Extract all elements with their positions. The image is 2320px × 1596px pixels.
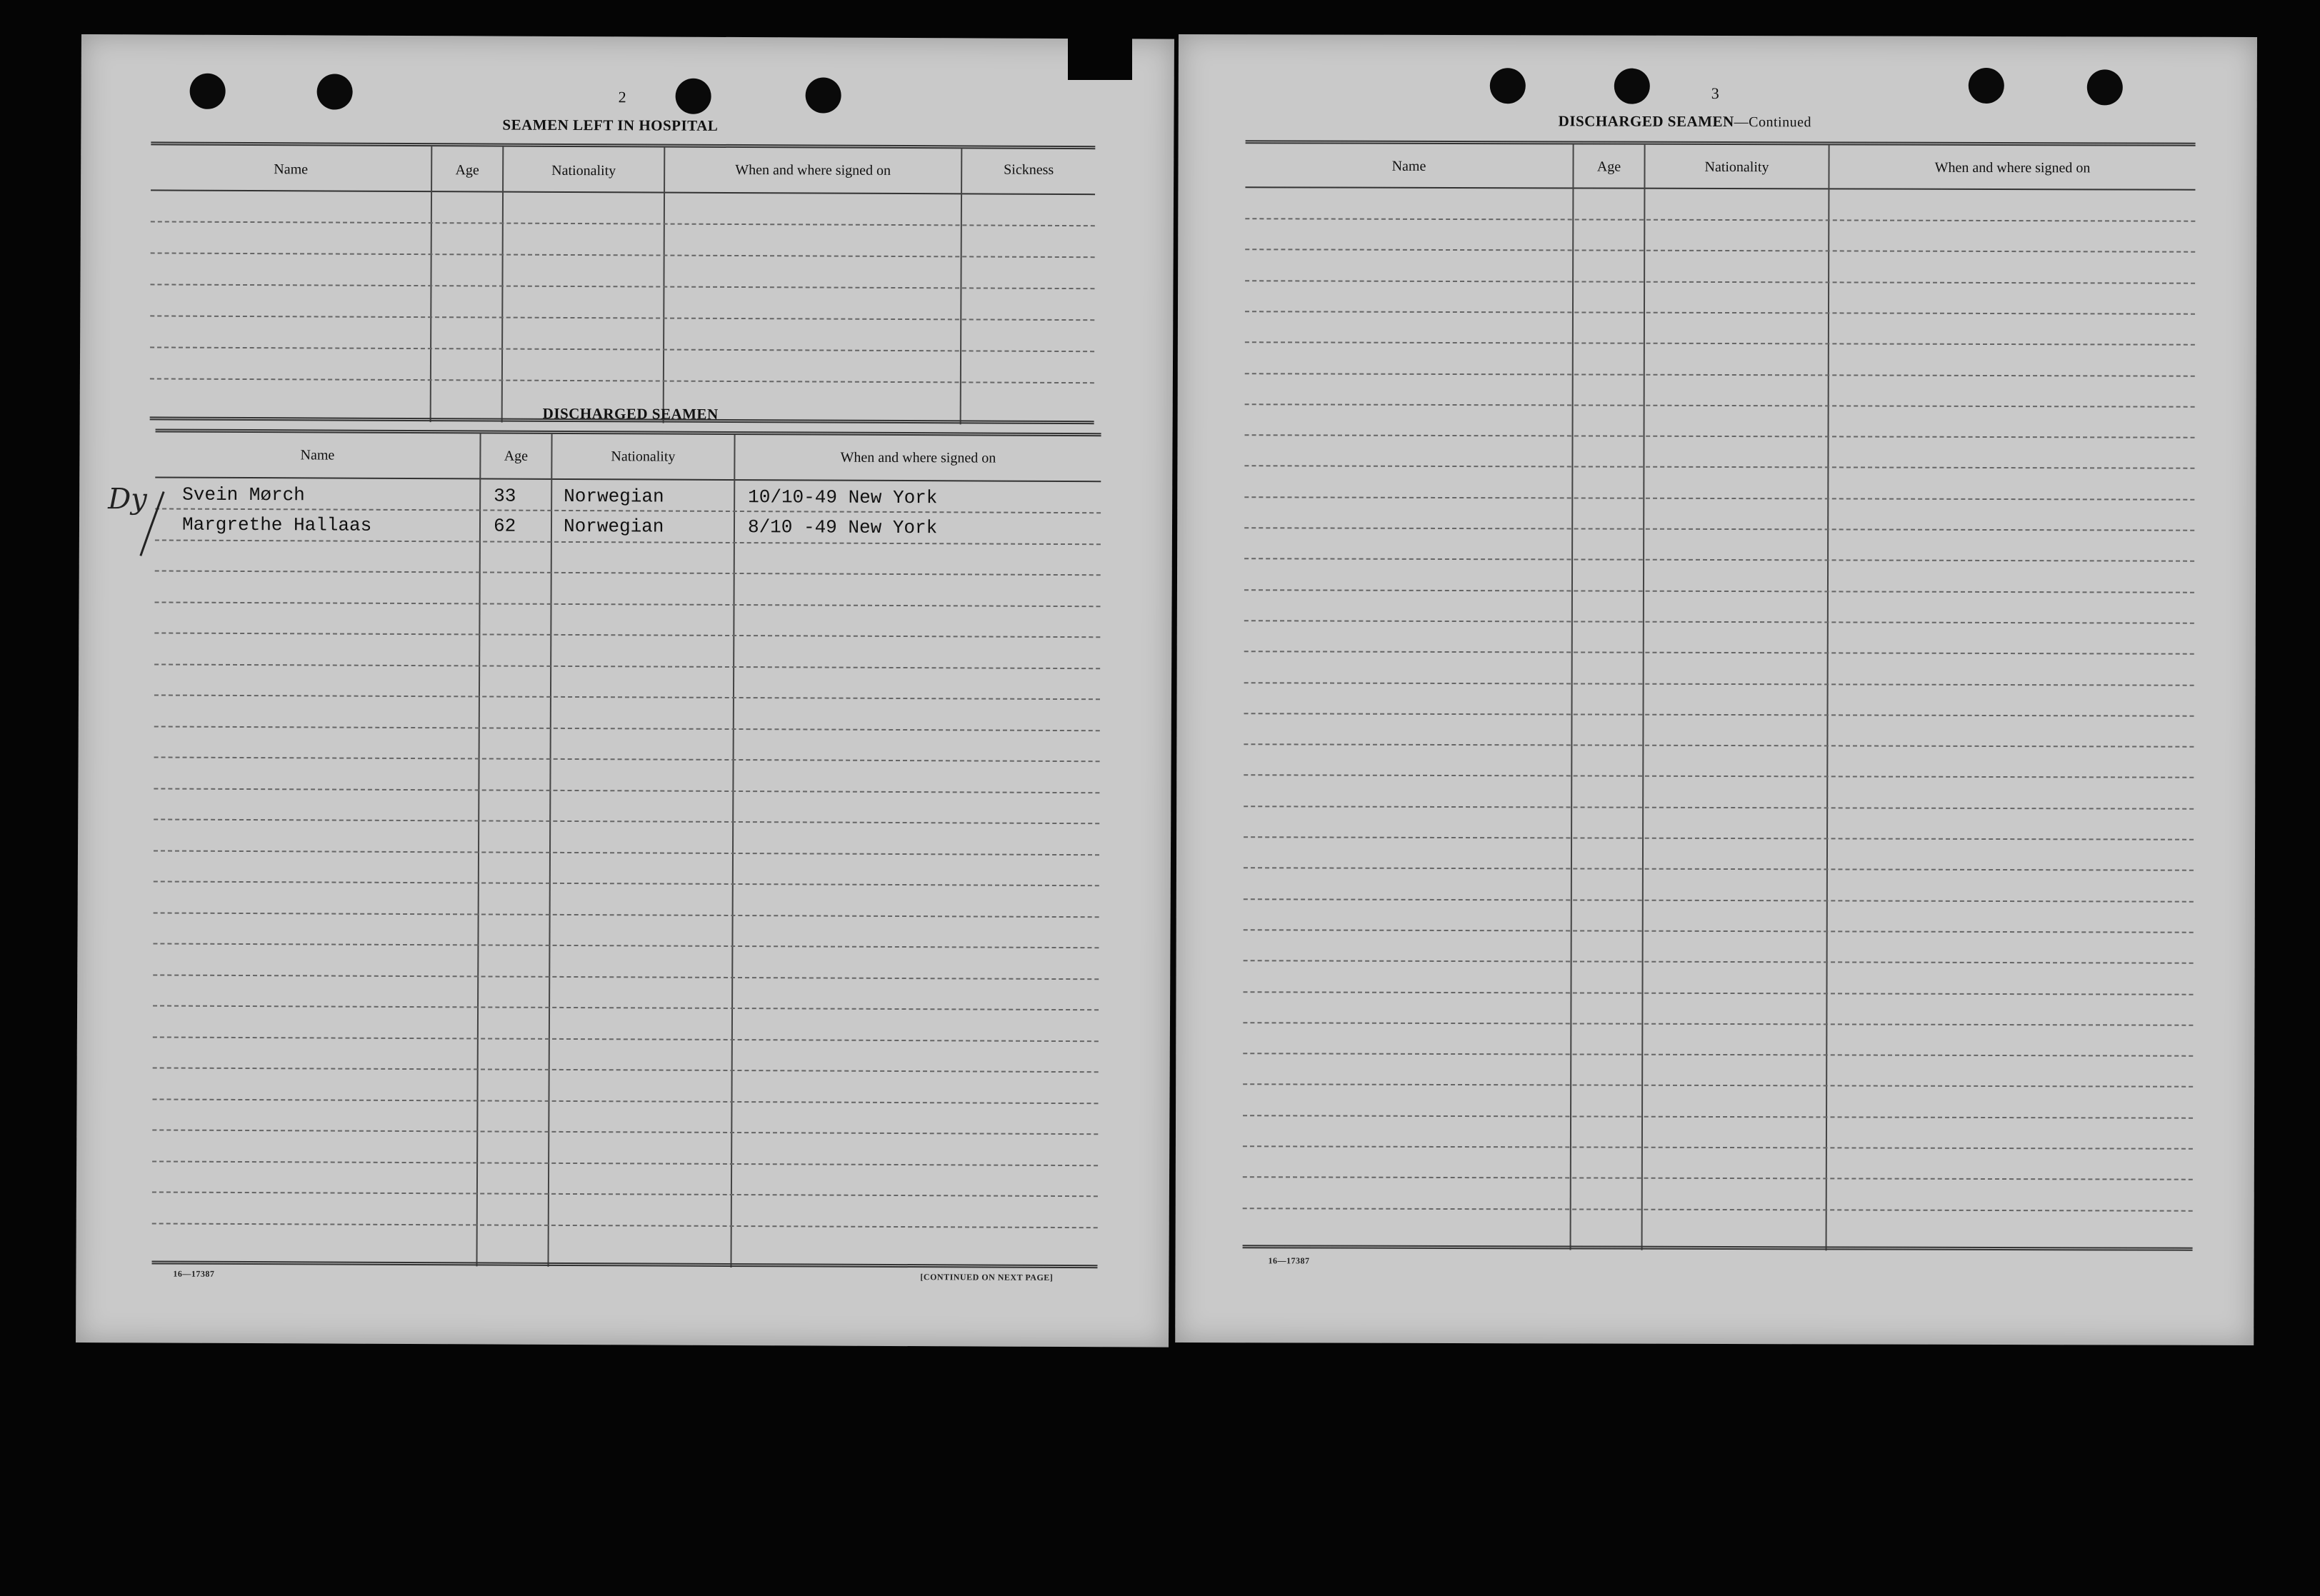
column-divider <box>730 435 735 1268</box>
ruled-line <box>154 756 1100 762</box>
table-header <box>1245 144 2195 190</box>
ruled-line <box>1244 496 2194 500</box>
ruled-line <box>1244 527 2194 531</box>
seaman-age: 33 <box>494 485 516 507</box>
column-header-age: Age <box>504 448 529 464</box>
ruled-line <box>1245 218 2195 221</box>
ruled-line <box>150 315 1094 321</box>
ruled-line <box>1245 249 2195 253</box>
ruled-line <box>154 912 1099 918</box>
ruled-line <box>151 252 1095 258</box>
table-end-rule <box>151 1260 1097 1268</box>
ruled-line <box>1244 775 2194 778</box>
column-header-age: Age <box>455 162 479 179</box>
column-divider <box>501 147 504 423</box>
column-header-signed-on: When and where signed on <box>840 449 996 466</box>
punch-hole <box>806 77 841 113</box>
table-header <box>151 145 1095 195</box>
page-number: 3 <box>1711 84 1719 102</box>
form-page-right <box>1175 34 2257 1345</box>
punch-hole <box>1490 68 1526 104</box>
column-divider <box>663 148 666 423</box>
ruled-line <box>1244 620 2194 623</box>
discharged-continued-title-text: DISCHARGED SEAMEN <box>1558 112 1734 131</box>
handwritten-margin-note: Dy <box>108 483 147 516</box>
ruled-line <box>1243 1084 2193 1088</box>
column-header-signed-on: When and where signed on <box>735 161 891 179</box>
ruled-line <box>1245 403 2195 407</box>
discharged-continued-title <box>1559 112 1811 131</box>
ruled-line <box>1245 341 2195 345</box>
ruled-line <box>1244 743 2194 747</box>
column-divider <box>430 146 433 422</box>
discharged-continued-table <box>1243 140 2196 1251</box>
seaman-signed-on: 10/10-49 New York <box>748 486 938 509</box>
continued-suffix: —Continued <box>1734 114 1812 131</box>
punch-hole <box>1614 69 1650 104</box>
table-end-rule <box>1243 1245 2193 1250</box>
column-header-sickness: Sickness <box>1004 161 1054 178</box>
check-mark-icon <box>122 484 179 563</box>
ruled-line <box>1243 1177 2193 1180</box>
ruled-line <box>152 1129 1098 1135</box>
ruled-line <box>1244 713 2194 716</box>
ruled-line <box>154 880 1099 886</box>
seaman-name: Margrethe Hallaas <box>181 513 372 536</box>
ruled-line <box>1244 836 2194 840</box>
column-header-signed-on: When and where signed on <box>1934 159 2091 176</box>
column-header-age: Age <box>1596 159 1621 175</box>
column-header-name: Name <box>300 447 335 463</box>
ruled-line <box>154 818 1099 824</box>
ruled-line <box>1244 960 2194 963</box>
seaman-nationality: Norwegian <box>563 515 664 538</box>
ruled-line <box>1245 280 2195 283</box>
form-number: 16—17387 <box>1268 1255 1310 1266</box>
ruled-line <box>154 788 1099 793</box>
page-number: 2 <box>618 88 626 106</box>
seaman-signed-on: 8/10 -49 New York <box>747 516 938 539</box>
column-header-nationality: Nationality <box>1704 159 1769 176</box>
ruled-line <box>1243 1022 2193 1025</box>
ruled-line <box>154 632 1100 638</box>
ruled-line <box>152 1160 1098 1166</box>
punch-hole <box>1969 68 2004 104</box>
ruled-line <box>153 974 1099 980</box>
punch-hole <box>317 74 353 109</box>
form-number: 16—17387 <box>173 1268 215 1279</box>
ruled-line <box>155 601 1101 607</box>
hospital-section-title: SEAMEN LEFT IN HOSPITAL <box>502 116 719 134</box>
ruled-line <box>152 1191 1098 1197</box>
hospital-table <box>150 141 1096 425</box>
ruled-line <box>1244 466 2194 469</box>
ruled-line <box>1244 589 2194 593</box>
seaman-age: 62 <box>493 515 516 537</box>
ruled-line <box>153 1005 1099 1010</box>
ruled-line <box>154 726 1100 731</box>
ruled-line <box>1244 682 2194 686</box>
ruled-line <box>1244 898 2194 902</box>
column-header-nationality: Nationality <box>611 448 676 465</box>
discharged-section-title: DISCHARGED SEAMEN <box>542 404 719 423</box>
ruled-line <box>1243 1115 2193 1118</box>
ruled-line <box>1244 929 2194 933</box>
ruled-line <box>151 221 1095 226</box>
ruled-line <box>155 570 1101 576</box>
ruled-line <box>153 1036 1099 1042</box>
continued-note: [CONTINUED ON NEXT PAGE] <box>920 1272 1054 1283</box>
ruled-line <box>1244 558 2194 562</box>
seaman-nationality: Norwegian <box>564 485 664 508</box>
ruled-line <box>1243 1208 2193 1211</box>
binding-notch <box>1068 30 1132 80</box>
ruled-line <box>1244 651 2194 654</box>
ruled-line <box>153 1067 1099 1073</box>
ruled-line <box>1243 1145 2193 1149</box>
ruled-line <box>1243 991 2193 995</box>
ruled-line <box>1245 373 2195 376</box>
punch-hole <box>2087 69 2123 105</box>
column-divider <box>547 434 552 1267</box>
ruled-line <box>1245 434 2195 438</box>
ruled-line <box>1244 805 2194 809</box>
ruled-line <box>1245 311 2195 314</box>
ruled-line <box>150 378 1094 383</box>
punch-hole <box>190 74 226 109</box>
table-header <box>155 432 1101 482</box>
column-header-name: Name <box>274 161 309 178</box>
ruled-line <box>1244 868 2194 871</box>
ruled-line <box>154 663 1100 669</box>
column-header-name: Name <box>1391 158 1426 174</box>
ruled-line <box>150 346 1094 352</box>
column-header-nationality: Nationality <box>551 162 616 179</box>
ruled-line <box>152 1223 1098 1228</box>
form-page-left <box>76 34 1174 1347</box>
ruled-line <box>152 1098 1098 1104</box>
ruled-line <box>154 694 1100 700</box>
ruled-line <box>153 943 1099 948</box>
ruled-line <box>1243 1053 2193 1056</box>
seaman-name: Svein Mørch <box>182 483 305 506</box>
column-divider <box>476 433 481 1266</box>
punch-hole <box>676 79 711 114</box>
discharged-table <box>151 428 1101 1269</box>
ruled-line <box>150 283 1094 289</box>
ruled-line <box>154 850 1099 855</box>
